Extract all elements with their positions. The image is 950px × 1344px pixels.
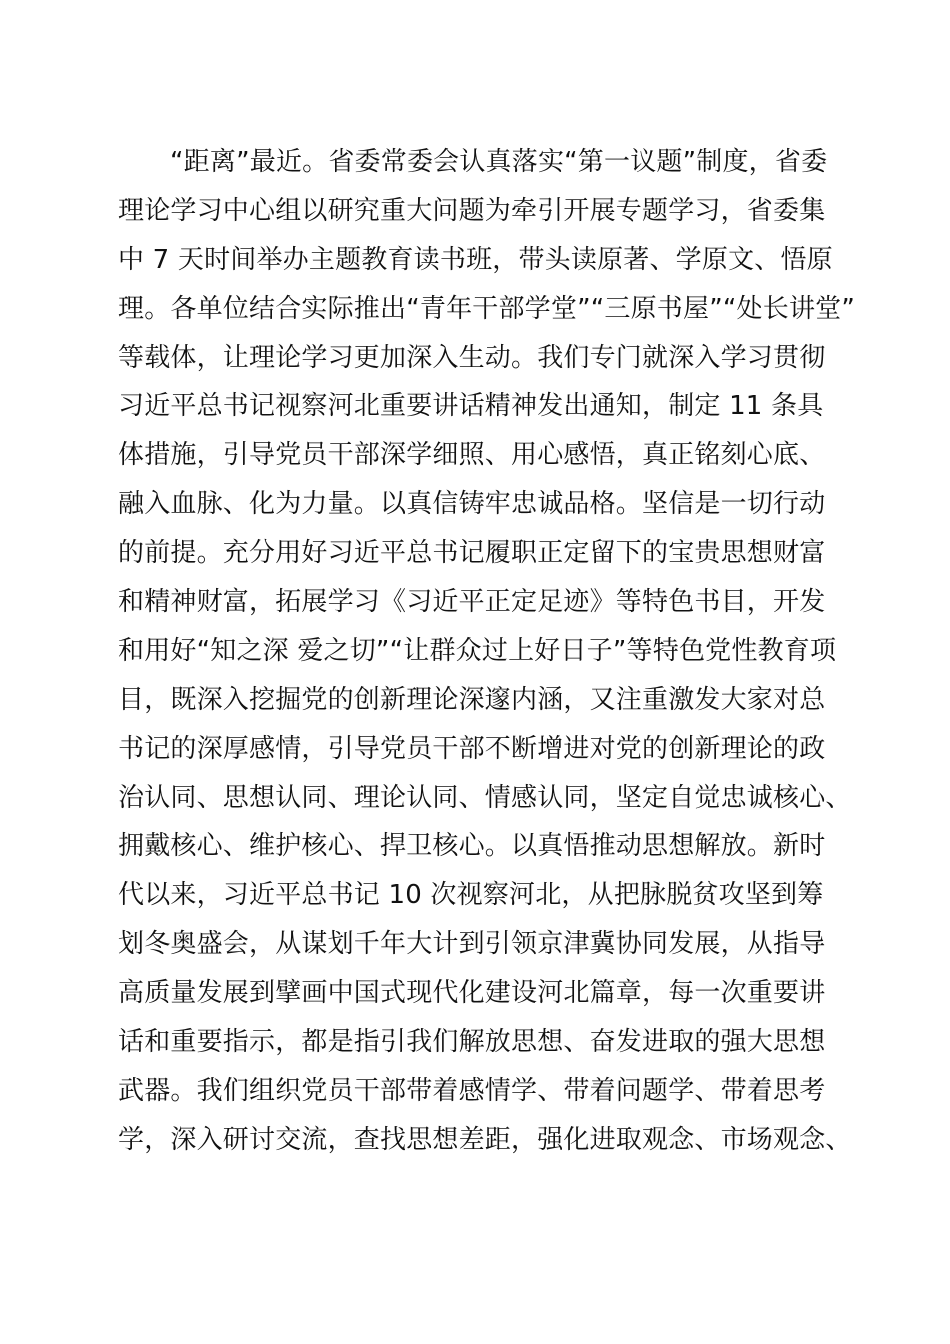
text-line: 和用好“知之深 爱之切”“让群众过上好日子”等特色党性教育项 — [118, 635, 837, 666]
text-line: 理。各单位结合实际推出“青年干部学堂”“三原书屋”“处长讲堂” — [118, 293, 856, 324]
body-paragraph — [118, 138, 856, 1165]
text-line: 代以来，习近平总书记 10 次视察河北，从把脉脱贫攻坚到筹 — [118, 880, 824, 911]
text-line: 理论学习中心组以研究重大问题为牵引开展专题学习，省委集 — [118, 195, 826, 226]
text-line: 话和重要指示，都是指引我们解放思想、奋发进取的强大思想 — [118, 1027, 826, 1058]
text-line: 体措施，引导党员干部深学细照、用心感悟，真正铭刻心底、 — [118, 440, 826, 471]
text-line: 治认同、思想认同、理论认同、情感认同，坚定自觉忠诚核心、 — [118, 782, 852, 813]
text-line: 书记的深厚感情，引导党员干部不断增进对党的创新理论的政 — [118, 733, 826, 764]
text-line: 习近平总书记视察河北重要讲话精神发出通知，制定 11 条具 — [118, 391, 824, 422]
text-line: 目，既深入挖掘党的创新理论深邃内涵，又注重激发大家对总 — [118, 684, 826, 715]
text-line: 学，深入研讨交流，查找思想差距，强化进取观念、市场观念、 — [118, 1124, 852, 1155]
text-line: 武器。我们组织党员干部带着感情学、带着问题学、带着思考 — [118, 1075, 826, 1106]
text-line: 高质量发展到擘画中国式现代化建设河北篇章，每一次重要讲 — [118, 978, 826, 1009]
text-line: 等载体，让理论学习更加深入生动。我们专门就深入学习贯彻 — [118, 342, 826, 373]
text-line: 和精神财富，拓展学习《习近平正定足迹》等特色书目，开发 — [118, 587, 826, 618]
text-line: “距离”最近。省委常委会认真落实“第一议题”制度，省委 — [170, 147, 828, 177]
text-line: 融入血脉、化为力量。以真信铸牢忠诚品格。坚信是一切行动 — [118, 489, 826, 520]
text-line: 划冬奥盛会，从谋划千年大计到引领京津冀协同发展，从指导 — [118, 929, 826, 960]
text-line: 中 7 天时间举办主题教育读书班，带头读原著、学原文、悟原 — [118, 244, 833, 275]
text-line: 拥戴核心、维护核心、捍卫核心。以真悟推动思想解放。新时 — [118, 831, 826, 862]
text-line: 的前提。充分用好习近平总书记履职正定留下的宝贵思想财富 — [118, 538, 826, 569]
